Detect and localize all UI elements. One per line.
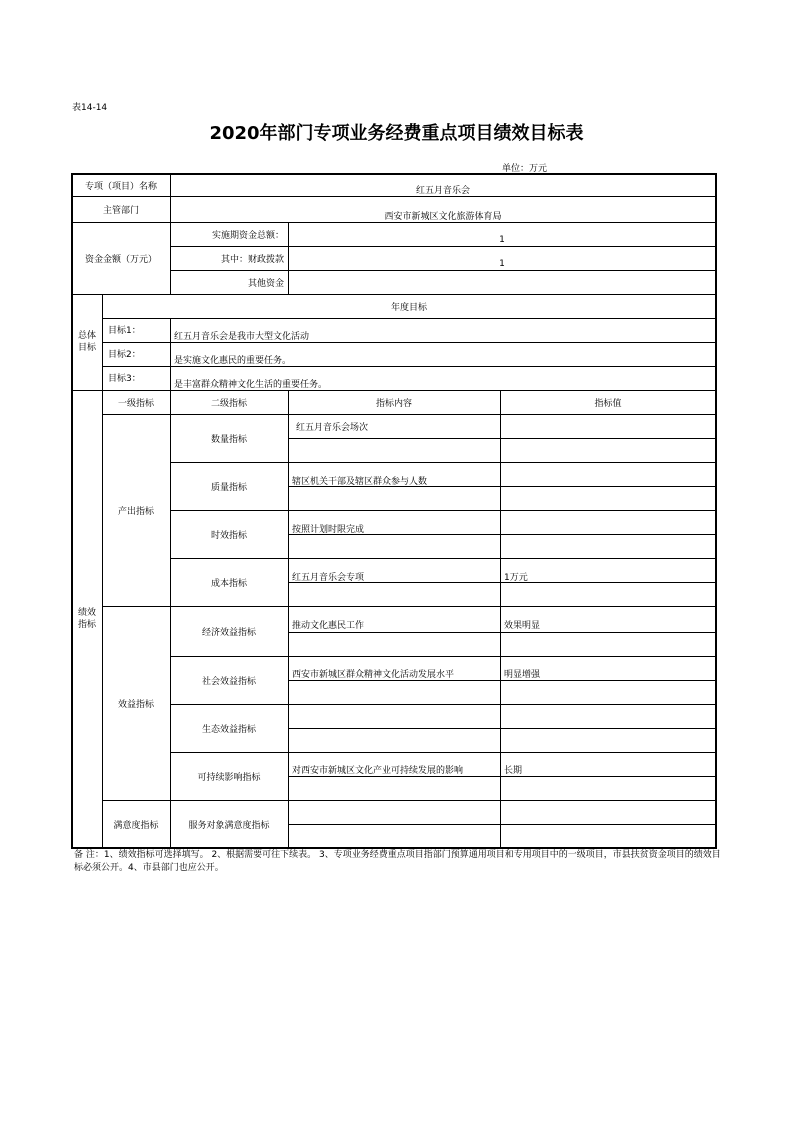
sustainability-content-2 [288,776,500,800]
project-name-value: 红五月音乐会 [415,185,470,196]
level2-header: 二级指标 [210,398,247,409]
satisfaction-content-1 [288,800,500,824]
project-name-label: 专项（项目）名称 [84,181,157,192]
grid-line [72,222,717,223]
grid-line [72,196,717,197]
goal-1-label: 目标1： [108,326,141,336]
quantity-indicator-label: 数量指标 [210,434,247,445]
goal-3-text: 是丰富群众精神文化生活的重要任务。 [174,379,328,390]
sustainability-indicator-label: 可持续影响指标 [197,772,261,783]
grid-line [288,680,717,681]
quantity-content-2 [288,438,500,462]
funds-fiscal-value: 1 [499,259,505,269]
cost-indicator-label: 成本指标 [210,578,247,589]
grid-line [170,246,717,247]
grid-line [170,462,717,463]
quality-content-1: 辖区机关干部及辖区群众参与人数 [292,476,428,486]
grid-line [170,390,171,848]
table-border-left [71,173,73,849]
sustainability-content-1: 对西安市新城区文化产业可持续发展的影响 [292,765,464,776]
economic-content-2 [288,632,500,656]
sustainability-value-1: 长期 [504,765,523,776]
satisfaction-content-2 [288,824,500,848]
grid-line [288,438,717,439]
grid-line [288,486,717,487]
grid-line [170,173,171,294]
grid-line [170,318,171,390]
department-label: 主管部门 [102,205,139,216]
social-value-2 [500,680,716,704]
footnote: 备 注：1、绩效指标可选择填写。 2、根据需要可往下续表。 3、专项业务经费重点项目指部门预算通用项目和专用项目中的一级项目，市县扶贫资金项目的绩效目标必须公开。4、市县部门也应公开。 [74,850,721,873]
satisfaction-indicator-label: 满意度指标 [113,820,159,831]
grid-line [102,342,717,343]
cost-value-2 [500,582,716,606]
grid-line [102,318,717,319]
grid-line [170,558,717,559]
grid-line [72,390,717,391]
quantity-content-1: 红五月音乐会场次 [296,422,369,433]
goal-1-text: 红五月音乐会是我市大型文化活动 [174,331,310,342]
social-indicator-label: 社会效益指标 [201,676,256,687]
output-indicator-label: 产出指标 [117,506,154,517]
economic-value-1: 效果明显 [504,620,541,631]
grid-line [288,534,717,535]
form-code: 表14-14 [72,103,108,113]
quantity-value-1 [500,414,716,438]
economic-value-2 [500,632,716,656]
funds-total-value: 1 [499,235,505,245]
grid-line [170,704,717,705]
table-border-right [715,173,717,849]
timeliness-value-1 [500,510,716,534]
value-header: 指标值 [594,398,622,409]
funds-label: 资金金额（万元） [84,254,157,265]
quality-value-2 [500,486,716,510]
grid-line [288,582,717,583]
grid-line [288,390,289,848]
cost-value-1: 1万元 [504,572,528,582]
unit-label: 单位：万元 [502,164,548,174]
grid-line [102,366,717,367]
social-value-1: 明显增强 [504,669,541,680]
ecological-content-1 [288,704,500,728]
quantity-value-2 [500,438,716,462]
timeliness-value-2 [500,534,716,558]
funds-fiscal-label: 其中：财政拨款 [220,254,284,265]
quality-value-1 [500,462,716,486]
goal-3-label: 目标3： [108,374,141,384]
overall-goal-label: 总体目标 [77,331,96,353]
grid-line [288,222,289,294]
goal-2-label: 目标2： [108,350,141,360]
ecological-indicator-label: 生态效益指标 [201,724,256,735]
grid-line [288,632,717,633]
satisfaction-value-1 [500,800,716,824]
economic-indicator-label: 经济效益指标 [201,627,256,638]
sustainability-value-2 [500,776,716,800]
department-value: 西安市新城区文化旅游体育局 [384,211,502,222]
satisfaction-value-2 [500,824,716,848]
social-content-1: 西安市新城区群众精神文化活动发展水平 [292,669,455,680]
ecological-value-2 [500,728,716,752]
grid-line [102,414,717,415]
quality-indicator-label: 质量指标 [210,482,247,493]
grid-line [170,656,717,657]
content-header: 指标内容 [375,398,412,409]
grid-line [500,390,501,848]
ecological-content-2 [288,728,500,752]
grid-line [170,270,717,271]
page-title: 2020年部门专项业务经费重点项目绩效目标表 [209,123,584,144]
timeliness-indicator-label: 时效指标 [210,530,247,541]
funds-other-value [288,270,716,294]
performance-label: 绩效指标 [77,608,96,630]
timeliness-content-2 [288,534,500,558]
social-content-2 [288,680,500,704]
grid-line [102,800,717,801]
funds-other-label: 其他资金 [247,278,284,289]
grid-line [102,606,717,607]
grid-line [288,824,717,825]
grid-line [170,752,717,753]
benefit-indicator-label: 效益指标 [117,699,154,710]
level1-header: 一级指标 [117,398,154,409]
ecological-value-1 [500,704,716,728]
timeliness-content-1: 按照计划时限完成 [292,524,365,534]
service-satisfaction-label: 服务对象满意度指标 [188,820,270,831]
grid-line [288,728,717,729]
grid-line [72,294,717,295]
grid-line [170,510,717,511]
annual-goal-header: 年度目标 [390,302,427,313]
cost-content-2 [288,582,500,606]
grid-line [288,776,717,777]
quality-content-2 [288,486,500,510]
table-border-top [72,173,717,175]
grid-line [102,294,103,848]
economic-content-1: 推动文化惠民工作 [292,620,365,631]
funds-total-label: 实施期资金总额： [211,230,284,241]
cost-content-1: 红五月音乐会专项 [292,572,365,582]
goal-2-text: 是实施文化惠民的重要任务。 [174,355,292,366]
